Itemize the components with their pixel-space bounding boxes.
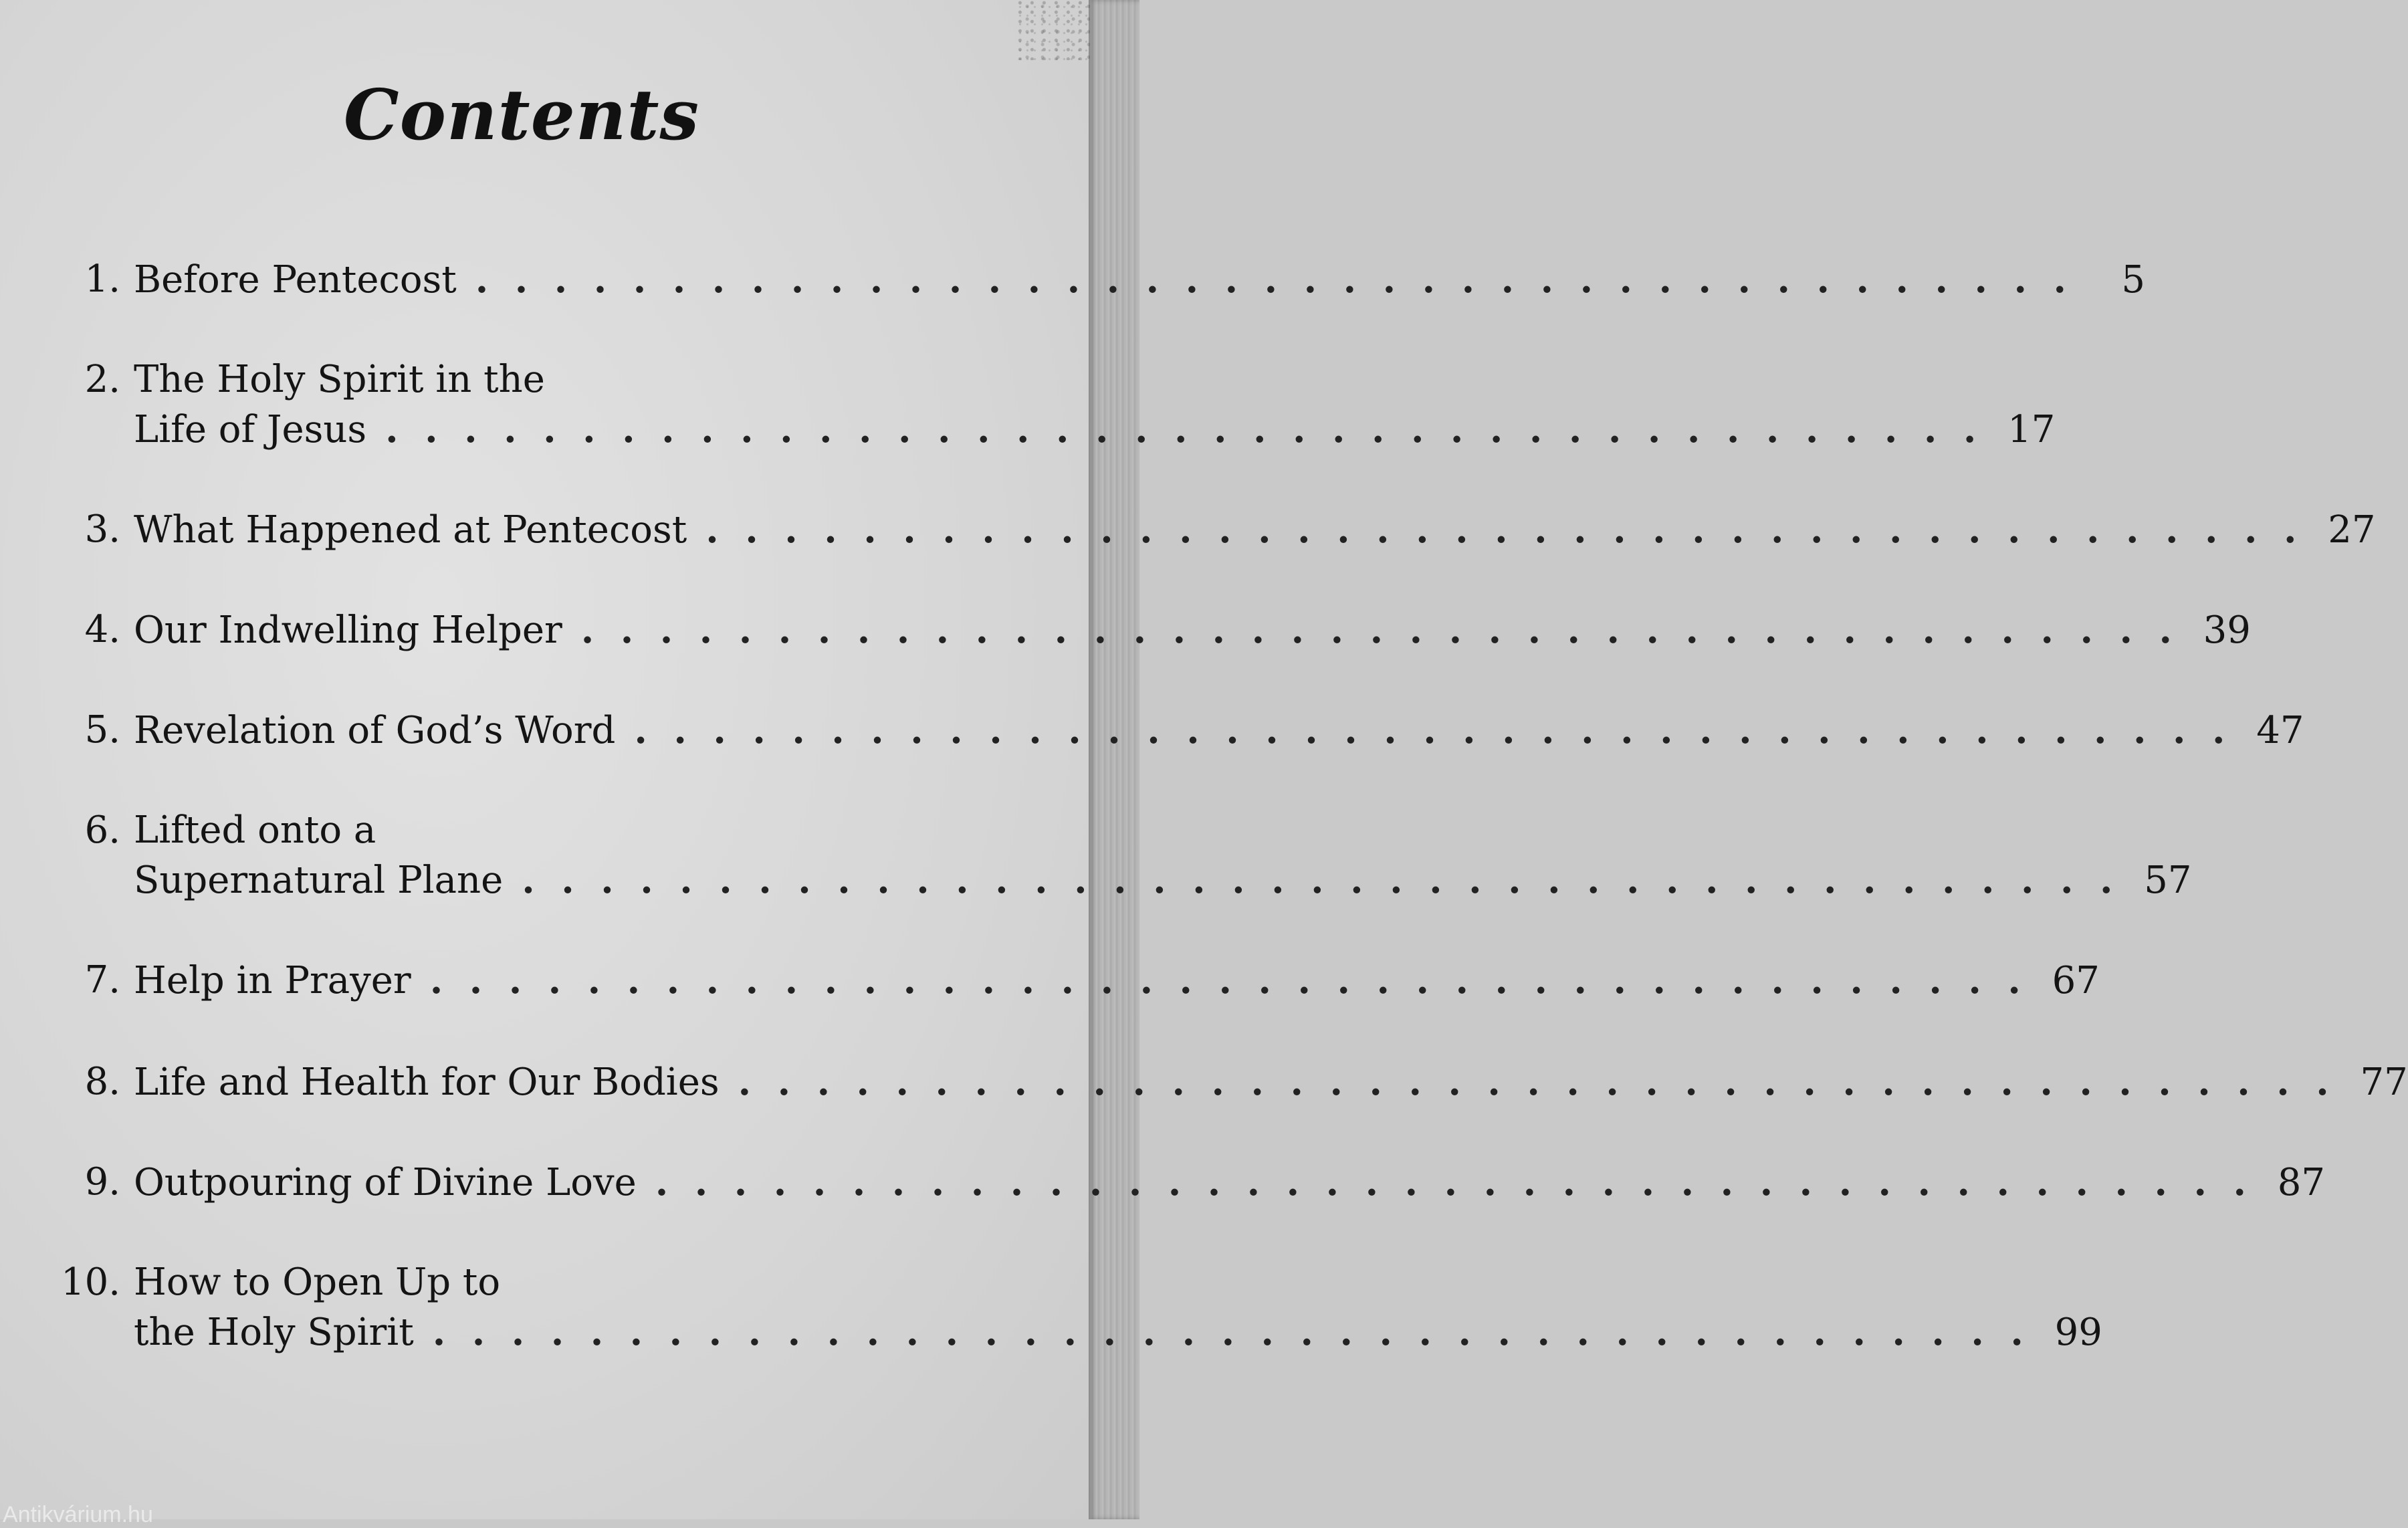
entry-number: 9. <box>84 1160 120 1204</box>
dot-leader: . . . . . . . . . . . . . . . . . . . . . . . . . . . . . . . . . . . . . . . . . <box>522 858 2120 902</box>
entry-number: 7. <box>84 958 120 1002</box>
dot-leader: . . . . . . . . . . . . . . . . . . . . . . . . . . . . . . . . . . . . . . . . . <box>738 1060 2336 1104</box>
entry-title: What Happened at Pentecost <box>134 508 687 552</box>
entry-page-number: 17 <box>2007 408 2056 451</box>
entry-number: 4. <box>84 608 120 651</box>
entry-title: Before Pentecost <box>134 258 457 302</box>
entry-number: 6. <box>84 808 120 852</box>
entry-page-number: 27 <box>2328 508 2376 552</box>
entry-number: 5. <box>84 708 120 752</box>
dot-leader: . . . . . . . . . . . . . . . . . . . . . . . . . . . . . . . . . . . . . . . . . <box>634 708 2232 752</box>
entry-title-row <box>134 705 2304 756</box>
entry-number: 8. <box>84 1060 120 1103</box>
entry-title-line-1: How to Open Up to <box>134 1261 501 1304</box>
entry-title-row <box>134 1157 2325 1208</box>
entry-title: Help in Prayer <box>134 959 411 1002</box>
entry-title-line-2: the Holy Spirit <box>134 1311 414 1354</box>
entry-title: Our Indwelling Helper <box>134 609 562 652</box>
entry-page-number: 5 <box>2121 258 2145 302</box>
entry-title: Outpouring of Divine Love <box>134 1161 637 1204</box>
entry-title-row <box>134 504 2376 556</box>
entry-title-row <box>134 1307 2102 1358</box>
contents-title: Contents <box>343 74 700 156</box>
dot-leader: . . . . . . . . . . . . . . . . . . . . . . . . . . . . . . . . . . . . . . . . . <box>429 958 2028 1002</box>
entry-title-line-1: Lifted onto a <box>134 808 376 852</box>
dot-leader: . . . . . . . . . . . . . . . . . . . . . . . . . . . . . . . . . . . . . . . . . <box>705 508 2304 552</box>
entry-page-number: 47 <box>2256 709 2304 752</box>
entry-title-row <box>134 1057 2408 1108</box>
dot-leader: . . . . . . . . . . . . . . . . . . . . . . . . . . . . . . . . . . . . . . . . . <box>580 608 2179 652</box>
entry-page-number: 99 <box>2054 1311 2102 1354</box>
entry-title-row <box>134 605 2251 656</box>
entry-title-line-2: Supernatural Plane <box>134 859 504 902</box>
entry-page-number: 87 <box>2277 1161 2325 1204</box>
entry-number: 10. <box>60 1261 120 1304</box>
dot-leader: . . . . . . . . . . . . . . . . . . . . . . . . . . . . . . . . . . . . . . . . . <box>475 257 2073 302</box>
entry-title-row <box>134 955 2100 1006</box>
page-edge <box>1089 0 1139 1519</box>
entry-title: Revelation of God’s Word <box>134 709 616 752</box>
watermark: Antikvárium.hu <box>3 1502 153 1527</box>
entry-number: 3. <box>84 508 120 551</box>
entry-title-row <box>134 855 2192 906</box>
entry-title-line-2: Life of Jesus <box>134 408 367 451</box>
entry-page-number: 77 <box>2360 1061 2408 1104</box>
entry-title-row <box>134 404 2056 455</box>
dot-leader: . . . . . . . . . . . . . . . . . . . . . . . . . . . . . . . . . . . . . . . . . <box>432 1310 2030 1354</box>
entry-title-row <box>134 254 2145 306</box>
entry-page-number: 57 <box>2144 859 2192 902</box>
entry-number: 2. <box>84 358 120 401</box>
entry-title-line-1: The Holy Spirit in the <box>134 358 545 401</box>
entry-page-number: 39 <box>2203 609 2251 652</box>
entry-page-number: 67 <box>2052 959 2100 1002</box>
dot-leader: . . . . . . . . . . . . . . . . . . . . . . . . . . . . . . . . . . . . . . . . . <box>655 1160 2253 1204</box>
dot-leader: . . . . . . . . . . . . . . . . . . . . . . . . . . . . . . . . . . . . . . . . . <box>385 407 1983 451</box>
entry-number: 1. <box>84 257 120 301</box>
entry-title: Life and Health for Our Bodies <box>134 1061 720 1104</box>
